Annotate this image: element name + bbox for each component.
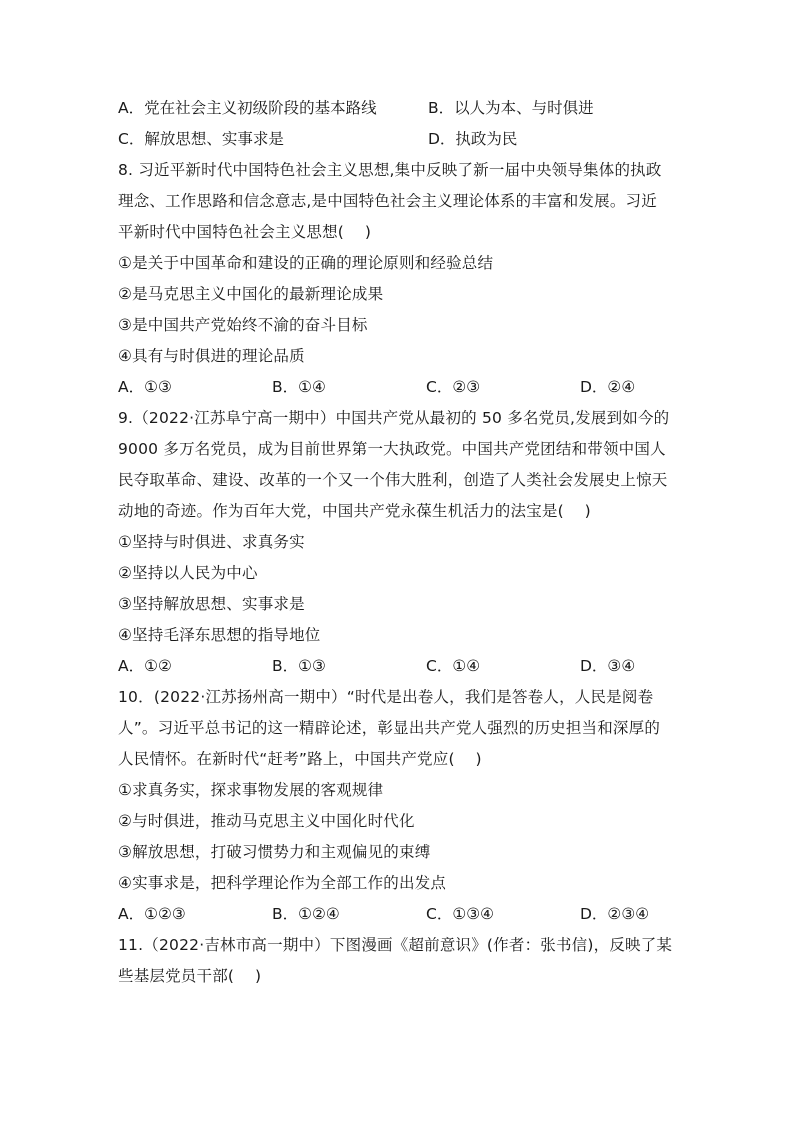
question-11 [118, 930, 678, 992]
question-8 [118, 155, 678, 403]
option-a: A．①③ [118, 378, 172, 396]
option-d: D．②③④ [580, 905, 650, 923]
option-row [118, 93, 678, 124]
question-stem-line: 动地的奇迹。作为百年大党，中国共产党永葆生机活力的法宝是( ) [118, 502, 591, 520]
question-stem-line: 人民情怀。在新时代“赶考”路上，中国共产党应( ) [118, 750, 482, 768]
statement: ②与时俱进，推动马克思主义中国化时代化 [118, 812, 415, 830]
statement: ①是关于中国革命和建设的正确的理论原则和经验总结 [118, 254, 494, 272]
option-c: C．①④ [426, 657, 481, 675]
option-b: B．①④ [272, 378, 326, 396]
option-b: B．①②④ [272, 905, 340, 923]
option-b: B．以人为本、与时俱进 [428, 99, 594, 117]
option-row [118, 651, 678, 682]
question-stem-line: 些基层党员干部( ) [118, 967, 262, 985]
statement: ③解放思想，打破习惯势力和主观偏见的束缚 [118, 843, 431, 861]
option-d: D．③④ [580, 657, 636, 675]
statement: ②坚持以人民为中心 [118, 564, 258, 582]
question-stem-line: 平新时代中国特色社会主义思想( ) [118, 223, 372, 241]
question-stem-line: 人”。习近平总书记的这一精辟论述，彰显出共产党人强烈的历史担当和深厚的 [118, 719, 661, 737]
document-content [118, 93, 678, 992]
option-a: A．党在社会主义初级阶段的基本路线 [118, 99, 377, 117]
option-d: D．执政为民 [428, 130, 518, 148]
question-stem-line: 11.（2022·吉林市高一期中）下图漫画《超前意识》(作者：张书信)，反映了某 [118, 936, 673, 954]
option-a: A．①②③ [118, 905, 186, 923]
statement: ④实事求是，把科学理论作为全部工作的出发点 [118, 874, 447, 892]
option-row [118, 899, 678, 930]
statement: ④具有与时俱进的理论品质 [118, 347, 305, 365]
statement: ③坚持解放思想、实事求是 [118, 595, 305, 613]
option-a: A．①② [118, 657, 172, 675]
option-b: B．①③ [272, 657, 326, 675]
question-stem-line: 10．(2022·江苏扬州高一期中）“时代是出卷人，我们是答卷人，人民是阅卷 [118, 688, 654, 706]
statement: ④坚持毛泽东思想的指导地位 [118, 626, 321, 644]
statement: ③是中国共产党始终不渝的奋斗目标 [118, 316, 368, 334]
question-7 [118, 93, 678, 155]
question-stem-line: 9000 多万名党员，成为目前世界第一大执政党。中国共产党团结和带领中国人 [118, 440, 666, 458]
statement: ②是马克思主义中国化的最新理论成果 [118, 285, 384, 303]
question-stem-line: 8. 习近平新时代中国特色社会主义思想,集中反映了新一届中央领导集体的执政 [118, 161, 662, 179]
option-c: C．①③④ [426, 905, 495, 923]
question-stem-line: 9.（2022·江苏阜宁高一期中）中国共产党从最初的 50 多名党员,发展到如今的 [118, 409, 670, 427]
statement: ①求真务实，探求事物发展的客观规律 [118, 781, 384, 799]
question-9 [118, 403, 678, 682]
question-stem-line: 民夺取革命、建设、改革的一个又一个伟大胜利，创造了人类社会发展史上惊天 [118, 471, 668, 489]
option-c: C．解放思想、实事求是 [118, 130, 284, 148]
statement: ①坚持与时俱进、求真务实 [118, 533, 305, 551]
question-10 [118, 682, 678, 930]
question-stem-line: 理念、工作思路和信念意志,是中国特色社会主义理论体系的丰富和发展。习近 [118, 192, 657, 210]
option-row [118, 124, 678, 155]
option-d: D．②④ [580, 378, 636, 396]
option-row [118, 372, 678, 403]
option-c: C．②③ [426, 378, 481, 396]
